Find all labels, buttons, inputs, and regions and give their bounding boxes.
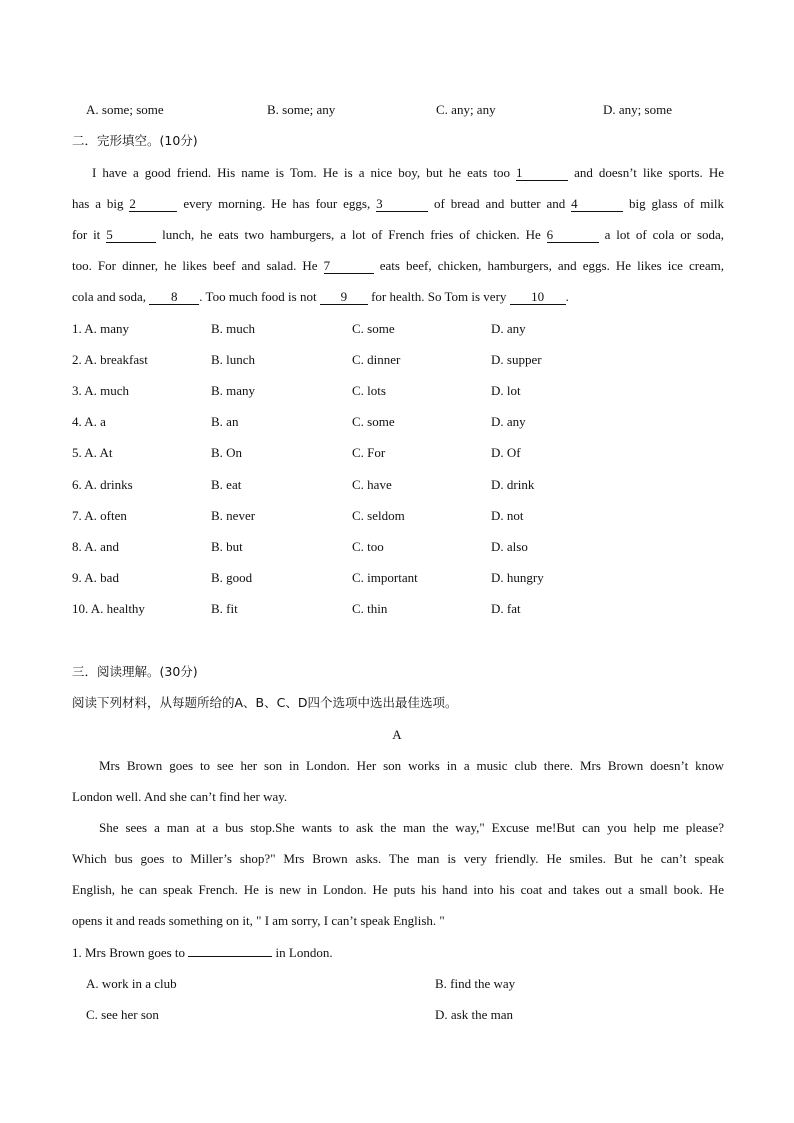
option-a: 10. A. healthy xyxy=(72,601,145,616)
passage-line-5: English, he can speak French. He is new in London. He puts his hand into his coat and takes out a small book. He xyxy=(72,882,724,897)
option-a: 8. A. and xyxy=(72,539,119,554)
cloze-question-4 xyxy=(72,413,724,431)
option-b: B. lunch xyxy=(211,352,256,367)
cloze-text: . Too much food is not xyxy=(199,289,317,304)
blank-3: 3 xyxy=(376,196,428,212)
blank-9: 9 xyxy=(320,289,368,305)
option-d: D. ask the man xyxy=(435,1007,513,1022)
cloze-text: lunch, he eats two hamburgers, a lot of French fries of chicken. He xyxy=(162,227,541,242)
option-b: B. fit xyxy=(211,601,238,616)
option-d: D. hungry xyxy=(491,570,544,585)
cloze-text: a lot of cola or soda, xyxy=(604,227,725,242)
option-a: 7. A. often xyxy=(72,508,127,523)
option-a: 9. A. bad xyxy=(72,570,119,585)
option-d: D. fat xyxy=(491,601,521,616)
section3-heading: 三．阅读理解。(30分) xyxy=(72,664,198,679)
option-c: C. some xyxy=(352,414,395,429)
reading-question-1-options-row1 xyxy=(72,975,724,993)
option-a: 1. A. many xyxy=(72,321,130,336)
passage-line-6: opens it and reads something on it, " I am sorry, I can’t speak English. " xyxy=(72,913,445,928)
option-a: A. work in a club xyxy=(86,976,177,991)
cloze-line-2 xyxy=(72,195,724,213)
option-c: C. too xyxy=(352,539,384,554)
reading-question-1 xyxy=(72,944,724,962)
cloze-line-1 xyxy=(72,164,724,182)
option-c: C. important xyxy=(352,570,418,585)
blank-10: 10 xyxy=(510,289,566,305)
section3-instruction: 阅读下列材料，从每题所给的A、B、C、D四个选项中选出最佳选项。 xyxy=(72,695,458,710)
passage-label: A xyxy=(392,727,402,742)
option-c: C. have xyxy=(352,477,392,492)
option-c: C. lots xyxy=(352,383,386,398)
question-text: in London. xyxy=(275,945,333,960)
option-d: D. lot xyxy=(491,383,521,398)
cloze-text: every morning. He has four eggs, xyxy=(183,196,371,211)
blank-8: 8 xyxy=(149,289,199,305)
previous-question-options xyxy=(72,101,724,119)
option-b: B. many xyxy=(211,383,256,398)
option-a: 2. A. breakfast xyxy=(72,352,148,367)
cloze-text: I have a good friend. His name is Tom. He is a nice boy, but he eats too xyxy=(92,165,510,180)
cloze-question-2 xyxy=(72,351,724,369)
option-d: D. not xyxy=(491,508,524,523)
blank-7: 7 xyxy=(324,258,374,274)
option-b: B. much xyxy=(211,321,256,336)
option-a: 6. A. drinks xyxy=(72,477,133,492)
option-d: D. any xyxy=(491,414,526,429)
cloze-question-5 xyxy=(72,444,724,462)
cloze-line-5 xyxy=(72,288,724,306)
cloze-line-4 xyxy=(72,257,724,275)
option-a: 4. A. a xyxy=(72,414,106,429)
option-d: D. drink xyxy=(491,477,535,492)
answer-blank xyxy=(188,956,272,957)
cloze-text: has a big xyxy=(72,196,124,211)
question-text: 1. Mrs Brown goes to xyxy=(72,945,186,960)
cloze-question-8 xyxy=(72,538,724,556)
cloze-text: big glass of milk xyxy=(629,196,725,211)
passage-line-1: Mrs Brown goes to see her son in London. Her son works in a music club there. Mrs Brown doesn’t know xyxy=(99,758,724,773)
cloze-text: for it xyxy=(72,227,101,242)
option-d: D. Of xyxy=(491,445,521,460)
option-b: B. good xyxy=(211,570,253,585)
cloze-text: . xyxy=(565,289,569,304)
cloze-question-1 xyxy=(72,320,724,338)
option-d: D. supper xyxy=(491,352,542,367)
cloze-line-3 xyxy=(72,226,724,244)
option-b: B. some; any xyxy=(267,102,336,117)
option-b: B. On xyxy=(211,445,243,460)
cloze-question-7 xyxy=(72,507,724,525)
reading-question-1-options-row2 xyxy=(72,1006,724,1024)
option-c: C. some xyxy=(352,321,395,336)
option-b: B. find the way xyxy=(435,976,516,991)
cloze-text: of bread and butter and xyxy=(434,196,566,211)
option-c: C. see her son xyxy=(86,1007,159,1022)
passage-line-3: She sees a man at a bus stop.She wants to ask the man the way," Excuse me!But can you help me please? xyxy=(99,820,724,835)
option-d: D. any; some xyxy=(603,102,672,117)
cloze-question-10 xyxy=(72,600,724,618)
cloze-text: cola and soda, xyxy=(72,289,147,304)
cloze-question-6 xyxy=(72,476,724,494)
section2-heading: 二．完形填空。(10分) xyxy=(72,133,198,148)
blank-6: 6 xyxy=(547,227,599,243)
option-d: D. any xyxy=(491,321,526,336)
cloze-question-3 xyxy=(72,382,724,400)
blank-4: 4 xyxy=(571,196,623,212)
option-b: B. eat xyxy=(211,477,242,492)
blank-5: 5 xyxy=(106,227,156,243)
cloze-text: eats beef, chicken, hamburgers, and eggs. He likes ice cream, xyxy=(379,258,724,273)
option-c: C. For xyxy=(352,445,386,460)
option-c: C. dinner xyxy=(352,352,401,367)
option-a: A. some; some xyxy=(86,102,164,117)
option-c: C. any; any xyxy=(436,102,496,117)
cloze-question-9 xyxy=(72,569,724,587)
option-c: C. thin xyxy=(352,601,388,616)
option-d: D. also xyxy=(491,539,528,554)
cloze-text: and doesn’t like sports. He xyxy=(574,165,724,180)
option-b: B. an xyxy=(211,414,239,429)
cloze-text: too. For dinner, he likes beef and salad. He xyxy=(72,258,318,273)
passage-line-4: Which bus goes to Miller’s shop?" Mrs Brown asks. The man is very friendly. He smiles. But he can’t speak xyxy=(72,851,724,866)
option-c: C. seldom xyxy=(352,508,405,523)
blank-2: 2 xyxy=(129,196,177,212)
passage-line-2: London well. And she can’t find her way. xyxy=(72,789,288,804)
option-a: 3. A. much xyxy=(72,383,130,398)
option-a: 5. A. At xyxy=(72,445,113,460)
option-b: B. but xyxy=(211,539,243,554)
blank-1: 1 xyxy=(516,165,568,181)
cloze-text: for health. So Tom is very xyxy=(371,289,507,304)
option-b: B. never xyxy=(211,508,256,523)
